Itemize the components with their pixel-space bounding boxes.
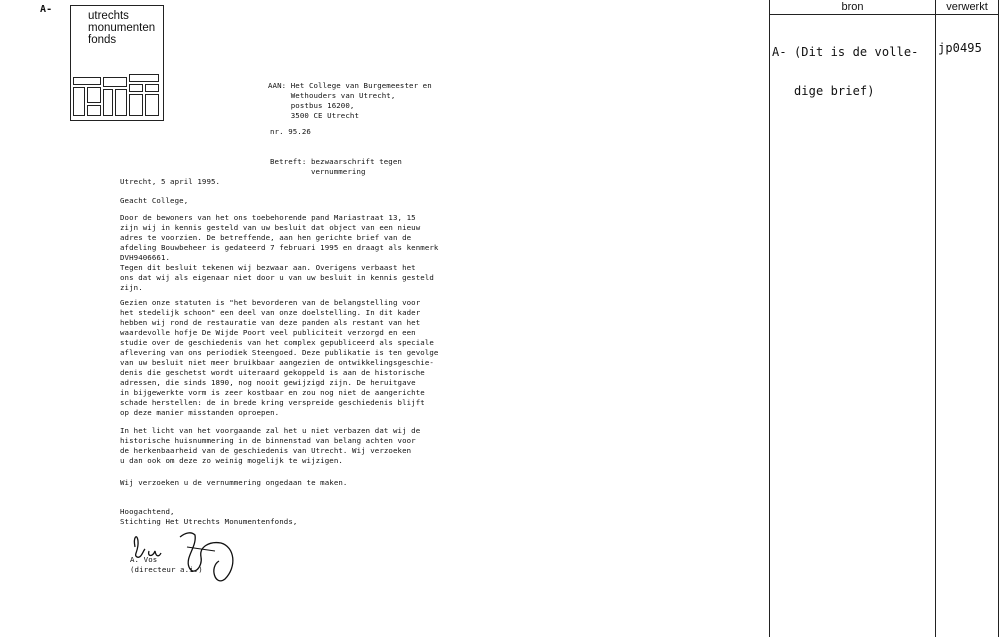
text-line: in bijgewerkte vorm is zeer kostbaar en zou nog niet de aangerichte: [120, 388, 425, 397]
letter-date: Utrecht, 5 april 1995.: [120, 177, 221, 186]
text-line: zijn.: [120, 283, 143, 292]
margin-mark: A-: [40, 4, 53, 15]
text-line: het stedelijk schoon" een deel van onze doelstelling. In dit kader: [120, 308, 421, 317]
text-line: DVH9406661.: [120, 253, 171, 262]
bron-entry-line: A- (Dit is de volle-: [772, 45, 919, 59]
text-line: ons dat wij als eigenaar niet door u van uw besluit in kennis gesteld: [120, 273, 434, 282]
address-block: [268, 81, 432, 121]
closing: [120, 507, 297, 527]
address-line: AAN: Het College van Burgemeester en: [268, 81, 432, 90]
text-line: studie over de geschiedenis van het complex gepubliceerd als speciale: [120, 338, 434, 347]
text-line: aflevering van ons periodiek Steengoed. Deze publikatie is ten gevolge: [120, 348, 439, 357]
signatory: [130, 555, 203, 575]
text-line: Tegen dit besluit tekenen wij bezwaar aan. Overigens verbaast het: [120, 263, 416, 272]
subject-line: [270, 157, 402, 177]
logo-graphic: [73, 74, 159, 117]
logo-text: [88, 10, 155, 46]
text-line: historische huisnummering in de binnenstad van belang achten voor: [120, 436, 416, 445]
text-line: denis die geschetst wordt uiteraard gekoppeld is aan de historische: [120, 368, 425, 377]
logo-line-2: monumenten: [88, 22, 156, 34]
logo-line-1: utrechts: [88, 10, 129, 22]
address-line: 3500 CE Utrecht: [268, 111, 359, 120]
text-line: van uw besluit niet meer bruikbaar aangezien de ontwikkelingsgeschie-: [120, 358, 434, 367]
table-header-rule: [769, 14, 999, 15]
text-line: adressen, die sinds 1890, nog nooit gewijzigd zijn. De heruitgave: [120, 378, 416, 387]
bron-entry: [772, 20, 919, 111]
paragraph-2: [120, 298, 438, 418]
text-line: zijn wij in kennis gesteld van uw besluit dat object van een nieuw: [120, 223, 421, 232]
signatory-title: (directeur a.i.): [130, 565, 203, 574]
paragraph-4: Wij verzoeken u de vernummering ongedaan te maken.: [120, 478, 348, 487]
subject-line-1: Betreft: bezwaarschrift tegen: [270, 157, 402, 166]
text-line: u dan ook om deze zo weinig mogelijk te wijzigen.: [120, 456, 343, 465]
verwerkt-entry: jp0495: [938, 41, 982, 55]
text-line: In het licht van het voorgaande zal het u niet verbazen dat wij de: [120, 426, 421, 435]
text-line: schade herstellen: de in brede kring verspreide geschiedenis blijft: [120, 398, 425, 407]
text-line: waardevolle hofje De Wijde Poort veel publiciteit verzorgd en een: [120, 328, 416, 337]
text-line: afdeling Bouwbeheer is gedateerd 7 februari 1995 en draagt als kenmerk: [120, 243, 439, 252]
reference-number: nr. 95.26: [270, 127, 311, 136]
bron-entry-line: dige brief): [772, 84, 875, 98]
salutation: Geacht College,: [120, 196, 189, 205]
column-header-bron: bron: [841, 1, 864, 13]
table-divider-right: [998, 0, 999, 637]
paragraph-1: [120, 213, 438, 293]
table-divider-middle: [935, 0, 936, 637]
closing-line: Stichting Het Utrechts Monumentenfonds,: [120, 517, 298, 526]
address-line: postbus 16200,: [268, 101, 355, 110]
subject-line-2: vernummering: [270, 167, 366, 176]
text-line: hebben wij rond de restauratie van deze panden als restant van het: [120, 318, 421, 327]
table-divider-left: [769, 0, 770, 637]
column-header-verwerkt: verwerkt: [946, 1, 988, 13]
closing-line: Hoogachtend,: [120, 507, 175, 516]
text-line: adres te voorzien. De betreffende, aan hen gerichte brief van de: [120, 233, 412, 242]
address-line: Wethouders van Utrecht,: [268, 91, 396, 100]
text-line: de herkenbaarheid van de geschiedenis van Utrecht. Wij verzoeken: [120, 446, 412, 455]
paragraph-3: [120, 426, 420, 466]
text-line: op deze manier misstanden oproepen.: [120, 408, 280, 417]
signatory-name: A. Vos: [130, 555, 158, 564]
text-line: Door de bewoners van het ons toebehorende pand Mariastraat 13, 15: [120, 213, 416, 222]
text-line: Gezien onze statuten is "het bevorderen van de belangstelling voor: [120, 298, 421, 307]
logo-line-3: fonds: [88, 34, 117, 46]
